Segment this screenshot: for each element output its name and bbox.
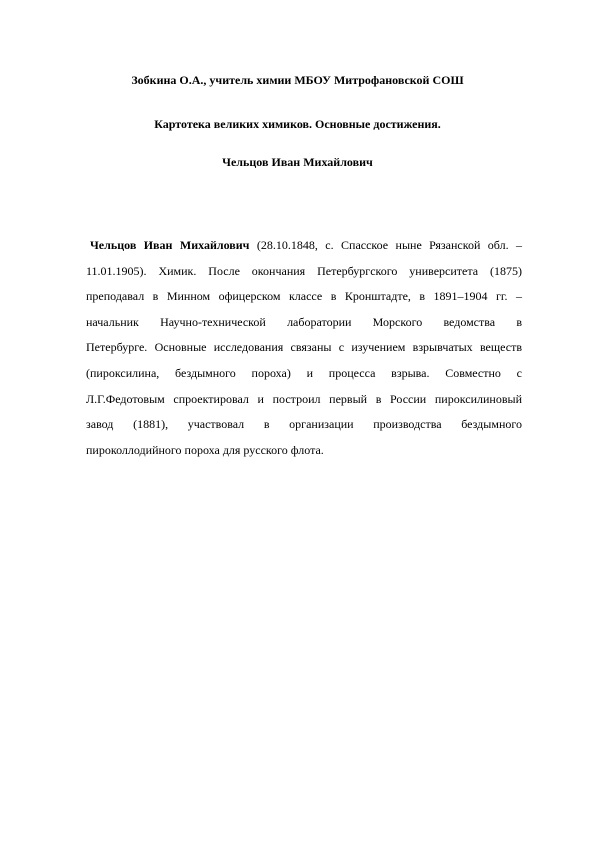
biography-line-text: (28.10.1848, с. Спасское ныне Рязанской обл. –: [249, 238, 523, 252]
biography-lead-name: Чельцов Иван Михайлович: [90, 238, 250, 252]
biography-line: (пироксилина, бездымного пороха) и процесса взрыва. Совместно с: [86, 365, 522, 380]
biography-line: завод (1881), участвовал в организации производства бездымного: [86, 417, 522, 432]
biography-line: преподавал в Минном офицерском классе в Кронштадте, в 1891–1904 гг. –: [86, 289, 522, 304]
document-title: Картотека великих химиков. Основные достижения.: [154, 117, 441, 131]
biography-line: пироколлодийного пороха для русского флота.: [86, 442, 324, 457]
biography-line: 11.01.1905). Химик. После окончания Петербургского университета (1875): [86, 263, 522, 278]
biography-line: Петербурге. Основные исследования связаны с изучением взрывчатых веществ: [86, 340, 522, 355]
person-name-heading: Чельцов Иван Михайлович: [222, 155, 373, 169]
biography-line: Л.Г.Федотовым спроектировал и построил первый в России пироксилиновый: [86, 391, 522, 406]
biography-line: начальник Научно-технической лаборатории Морского ведомства в: [86, 314, 522, 329]
biography-paragraph: [86, 233, 522, 463]
author-line: Зобкина О.А., учитель химии МБОУ Митрофановской СОШ: [131, 73, 464, 87]
biography-line: [86, 233, 522, 259]
